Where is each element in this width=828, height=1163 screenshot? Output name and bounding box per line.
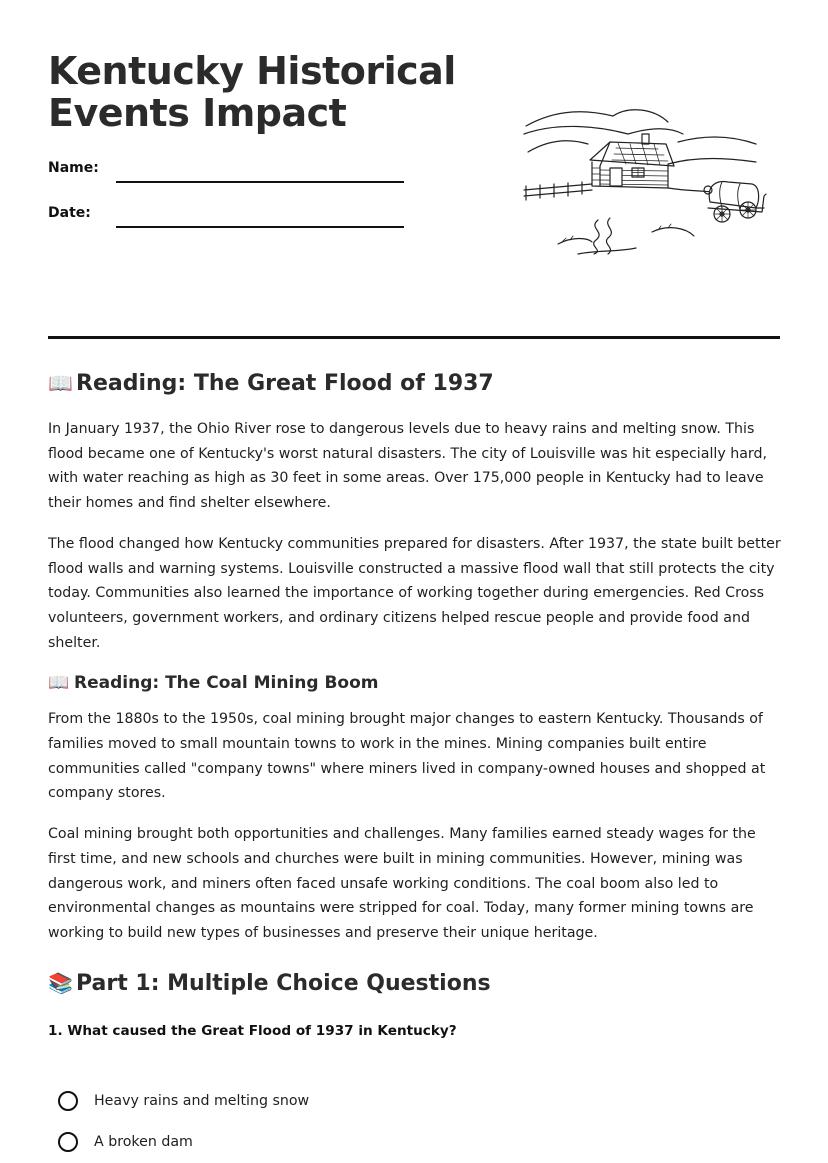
reading-1-heading	[48, 368, 784, 399]
header-divider	[48, 336, 780, 339]
worksheet-body	[48, 368, 784, 1163]
reading-2-paragraph-1: From the 1880s to the 1950s, coal mining brought major changes to eastern Kentucky. Thousands of families moved to small mountain towns to work in the mines. Mining companies built entire communities called "company towns" where miners lived in company-owned houses and shopped at company stores.	[48, 711, 766, 802]
part-1-heading-text: Part 1: Multiple Choice Questions	[76, 970, 491, 996]
title-line-1: Kentucky Historical	[48, 49, 456, 93]
question-1: 1. What caused the Great Flood of 1937 in Kentucky?	[48, 1022, 457, 1039]
reading-1-paragraph-2: The flood changed how Kentucky communities prepared for disasters. After 1937, the state built better flood walls and warning systems. Louisville constructed a massive flood wall that still protects the city today. Communities also learned the importance of working together during emergencies. Red Cross volunteers, government workers, and ordinary citizens helped rescue people and provide food and shelter.	[48, 535, 781, 651]
radio-button[interactable]	[58, 1091, 78, 1111]
date-line[interactable]	[116, 226, 404, 228]
reading-1-paragraph-1: In January 1937, the Ohio River rose to dangerous levels due to heavy rains and melting snow. This flood became one of Kentucky's worst natural disasters. The city of Louisville was hit especially hard, with water reaching as high as 30 feet in some areas. Over 175,000 people in Kentucky had to leave their homes and find shelter elsewhere.	[48, 421, 768, 512]
title-line-2: Events Impact	[48, 91, 347, 135]
reading-2-heading	[48, 671, 784, 695]
date-label: Date:	[48, 205, 91, 221]
option-label: A broken dam	[94, 1134, 193, 1151]
open-book-icon: 📖	[48, 673, 70, 694]
reading-2-heading-text: Reading: The Coal Mining Boom	[74, 673, 379, 694]
question-1-options	[48, 1081, 784, 1163]
option-label: Heavy rains and melting snow	[94, 1093, 310, 1110]
open-book-icon: 📖	[48, 371, 73, 395]
part-1-heading	[48, 968, 784, 999]
books-icon: 📚	[48, 970, 73, 995]
name-label: Name:	[48, 160, 99, 176]
question-1-option-b[interactable]	[58, 1122, 784, 1163]
reading-1-heading-text: Reading: The Great Flood of 1937	[76, 371, 494, 396]
name-line[interactable]	[116, 181, 404, 183]
reading-2-paragraph-2: Coal mining brought both opportunities and challenges. Many families earned steady wages for the first time, and new schools and churches were built in mining communities. However, mining was dangerous work, and miners often faced unsafe working conditions. The coal boom also led to environmental changes as mountains were stripped for coal. Today, many former mining towns are working to build new types of businesses and preserve their unique heritage.	[48, 826, 756, 941]
question-1-option-a[interactable]	[58, 1081, 784, 1122]
radio-button[interactable]	[58, 1132, 78, 1152]
worksheet-title	[48, 50, 456, 134]
log-cabin-landscape-illustration	[518, 104, 768, 264]
